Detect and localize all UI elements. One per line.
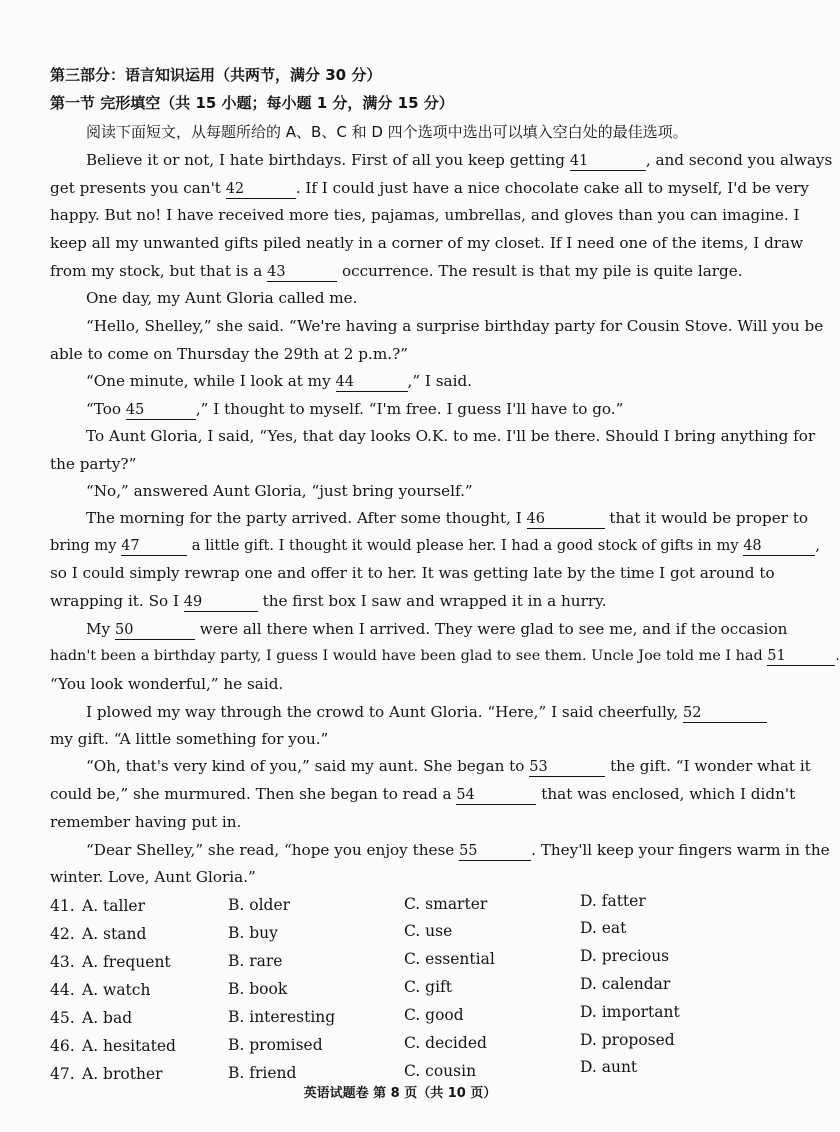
- passage-line: the party?”: [50, 455, 137, 473]
- passage-line: hadn't been a birthday party, I guess I would have been glad to see them. Uncle Joe told me I had 51 .: [50, 648, 840, 664]
- blank-51: 51: [767, 648, 835, 666]
- passage-line: from my stock, but that is a 43 occurrence. The result is that my pile is quite large.: [50, 262, 743, 280]
- blank-53: 53: [529, 759, 605, 777]
- blank-45: 45: [126, 402, 196, 420]
- option-b: B. promised: [228, 1036, 323, 1054]
- blank-42: 42: [226, 181, 296, 199]
- passage-line: my gift. “A little something for you.”: [50, 730, 329, 748]
- passage-line: “One minute, while I look at my 44 ,” I said.: [86, 372, 473, 390]
- option-a: A. brother: [82, 1065, 163, 1083]
- option-c: C. use: [404, 922, 453, 940]
- option-c: C. gift: [404, 978, 453, 996]
- blank-44: 44: [336, 374, 408, 392]
- option-a: A. watch: [82, 981, 151, 999]
- option-d: D. eat: [580, 919, 627, 937]
- question-number: 47.: [50, 1065, 75, 1083]
- passage-line: “No,” answered Aunt Gloria, “just bring yourself.”: [86, 482, 473, 500]
- option-a: A. bad: [82, 1009, 133, 1027]
- blank-50: 50: [115, 622, 195, 640]
- option-a: A. hesitated: [82, 1037, 176, 1055]
- blank-41: 41: [570, 153, 646, 171]
- passage-line: “Too 45 ,” I thought to myself. “I'm free. I guess I'll have to go.”: [86, 400, 624, 418]
- option-b: B. book: [228, 980, 288, 998]
- blank-47: 47: [121, 538, 187, 556]
- question-number: 45.: [50, 1009, 75, 1027]
- option-a: A. frequent: [82, 953, 171, 971]
- question-number: 43.: [50, 953, 75, 971]
- part-heading: 第三部分：语言知识运用（共两节，满分 30 分）: [50, 66, 382, 84]
- blank-48: 48: [743, 538, 815, 556]
- passage-line: able to come on Thursday the 29th at 2 p.m.?”: [50, 345, 408, 363]
- blank-49: 49: [184, 594, 258, 612]
- section-heading: 第一节 完形填空（共 15 小题；每小题 1 分，满分 15 分）: [50, 94, 454, 112]
- passage-line: Believe it or not, I hate birthdays. First of all you keep getting 41 , and second you always: [86, 151, 833, 169]
- option-d: D. precious: [580, 947, 670, 965]
- blank-55: 55: [459, 843, 531, 861]
- option-c: C. good: [404, 1006, 464, 1024]
- option-a: A. stand: [82, 925, 147, 943]
- question-number: 44.: [50, 981, 75, 999]
- option-d: D. aunt: [580, 1058, 638, 1076]
- option-b: B. interesting: [228, 1008, 336, 1026]
- passage-line: “You look wonderful,” he said.: [50, 675, 284, 693]
- option-b: B. older: [228, 896, 291, 914]
- option-b: B. friend: [228, 1064, 297, 1082]
- option-b: B. rare: [228, 952, 283, 970]
- question-number: 42.: [50, 925, 75, 943]
- passage-line: keep all my unwanted gifts piled neatly in a corner of my closet. If I need one of the items, I draw: [50, 234, 804, 252]
- passage-line: so I could simply rewrap one and offer it to her. It was getting late by the time I got around to: [50, 564, 775, 582]
- option-d: D. fatter: [580, 892, 646, 910]
- option-c: C. essential: [404, 950, 495, 968]
- passage-line: One day, my Aunt Gloria called me.: [86, 289, 358, 307]
- passage-line: remember having put in.: [50, 813, 242, 831]
- question-number: 41.: [50, 897, 75, 915]
- option-d: D. calendar: [580, 975, 671, 993]
- option-c: C. decided: [404, 1034, 487, 1052]
- option-c: C. smarter: [404, 895, 488, 913]
- passage-line: The morning for the party arrived. After some thought, I 46 that it would be proper to: [86, 509, 809, 527]
- passage-line: I plowed my way through the crowd to Aunt Gloria. “Here,” I said cheerfully, 52: [86, 702, 764, 723]
- passage-line: To Aunt Gloria, I said, “Yes, that day looks O.K. to me. I'll be there. Should I bring anything for: [86, 427, 816, 445]
- passage-line: could be,” she murmured. Then she began to read a 54 that was enclosed, which I didn't: [50, 785, 796, 803]
- instruction: 阅读下面短文，从每题所给的 A、B、C 和 D 四个选项中选出可以填入空白处的最佳选项。: [86, 123, 688, 141]
- passage-line: “Oh, that's very kind of you,” said my aunt. She began to 53 the gift. “I wonder what it: [86, 757, 811, 775]
- blank-46: 46: [527, 511, 605, 529]
- passage-line: happy. But no! I have received more ties, pajamas, umbrellas, and gloves than you can imagine. I: [50, 206, 800, 224]
- passage-line: “Hello, Shelley,” she said. “We're having a surprise birthday party for Cousin Stove. Will you be: [86, 317, 824, 335]
- page-footer: 英语试题卷 第 8 页（共 10 页）: [303, 1086, 497, 1101]
- option-b: B. buy: [228, 924, 278, 942]
- passage-line: “Dear Shelley,” she read, “hope you enjoy these 55 . They'll keep your fingers warm in the: [86, 841, 830, 859]
- option-c: C. cousin: [404, 1062, 477, 1080]
- passage-line: My 50 were all there when I arrived. They were glad to see me, and if the occasion: [86, 620, 788, 638]
- blank-52: 52: [683, 705, 767, 723]
- option-d: D. important: [580, 1003, 680, 1021]
- passage-line: winter. Love, Aunt Gloria.”: [50, 868, 256, 886]
- option-a: A. taller: [82, 897, 146, 915]
- passage-line: bring my 47 a little gift. I thought it would please her. I had a good stock of gifts in my 48 ,: [50, 537, 820, 554]
- blank-43: 43: [267, 264, 337, 282]
- option-d: D. proposed: [580, 1031, 675, 1049]
- question-number: 46.: [50, 1037, 75, 1055]
- blank-54: 54: [456, 787, 536, 805]
- passage-line: wrapping it. So I 49 the first box I saw and wrapped it in a hurry.: [50, 592, 607, 610]
- passage-line: get presents you can't 42 . If I could just have a nice chocolate cake all to myself, I'd be very: [50, 179, 809, 197]
